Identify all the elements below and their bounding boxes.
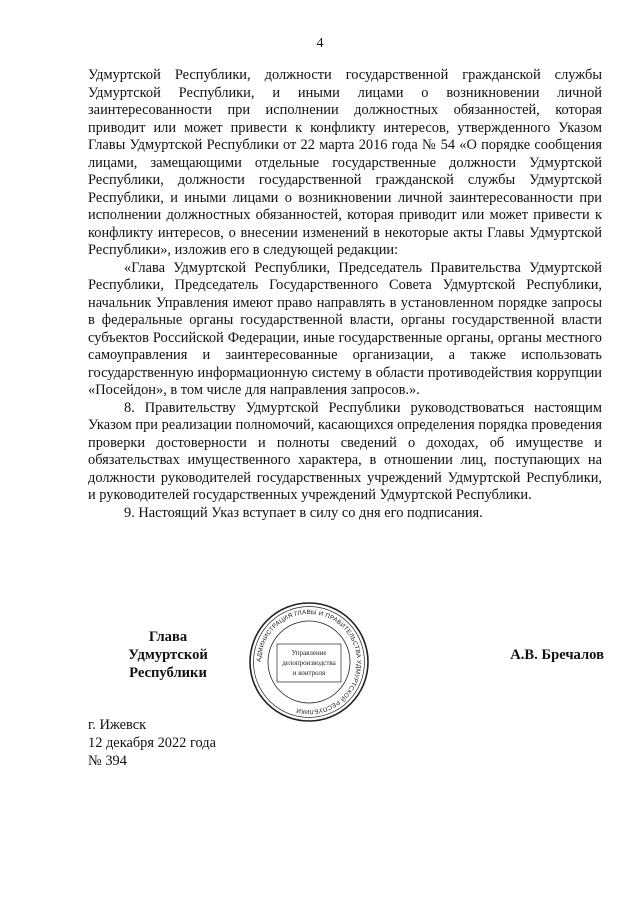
signatory-title-line2: Удмуртской Республики xyxy=(128,647,208,681)
signatory-name: А.В. Бречалов xyxy=(510,647,604,663)
signatory-title xyxy=(88,628,248,682)
signatory-title-line1: Глава xyxy=(148,629,188,645)
document-body xyxy=(88,67,602,522)
seal-graphic xyxy=(247,600,371,724)
seal-ring-textpath: АДМИНИСТРАЦИЯ ГЛАВЫ И ПРАВИТЕЛЬСТВА УДМУРТСКОЙ РЕСПУБЛИКИ xyxy=(255,608,363,716)
paragraph-continuation: Удмуртской Республики, должности государственной гражданской службы Удмуртской Республики, и иными лицами о возникновении личной заинтересованности при исполнении должностных обязанностей, которая приводит или может привести к конфликту интересов, утвержденного Указом Главы Удмуртской Республики от 22 марта 2016 года № 54 «О порядке сообщения лицами, замещающими отдельные государственные должности Удмуртской Республики, должности государственной гражданской службы Удмуртской Республики, и иными лицами о возникновении личной заинтересованности при исполнении должностных обязанностей, которая приводит или может привести к конфликту интересов, о внесении изменений в некоторые акты Главы Удмуртской Республики», изложив его в следующей редакции: xyxy=(88,67,602,258)
paragraph-item-9: 9. Настоящий Указ вступает в силу со дня его подписания. xyxy=(124,504,483,521)
paragraph-item-8: 8. Правительству Удмуртской Республики руководствоваться настоящим Указом при реализации полномочий, касающихся определения порядка проведения проверки достоверности и полноты сведений о доходах, об имуществе и обязательствах имущественного характера, в отношении лиц, поступающих на должности руководителей государственных учреждений Удмуртской Республики, и руководителей государственных учреждений Удмуртской Республики. xyxy=(88,399,602,503)
official-seal-stamp xyxy=(247,600,371,724)
decree-number: № 394 xyxy=(88,753,127,769)
seal-caption-line2: делопроизводства xyxy=(282,659,336,667)
place-and-date xyxy=(88,716,216,770)
issue-date: 12 декабря 2022 года xyxy=(88,735,217,751)
seal-caption-line3: и контроля xyxy=(292,669,326,677)
seal-caption-line1: Управление xyxy=(291,649,327,657)
issue-city: г. Ижевск xyxy=(88,717,147,733)
page-number: 4 xyxy=(316,36,324,51)
paragraph-quoted-rule: «Глава Удмуртской Республики, Председатель Правительства Удмуртской Республики, Председатель Государственного Совета Удмуртской Республики, начальник Управления имеют право направлять в установленном порядке запросы в федеральные органы государственной власти, органы государственной власти субъектов Российской Федерации, иные государственные органы, органы местного самоуправления и заинтересованные организации, а также использовать государственную информационную систему в области противодействия коррупции «Посейдон», в том числе для направления запросов.». xyxy=(88,259,602,398)
